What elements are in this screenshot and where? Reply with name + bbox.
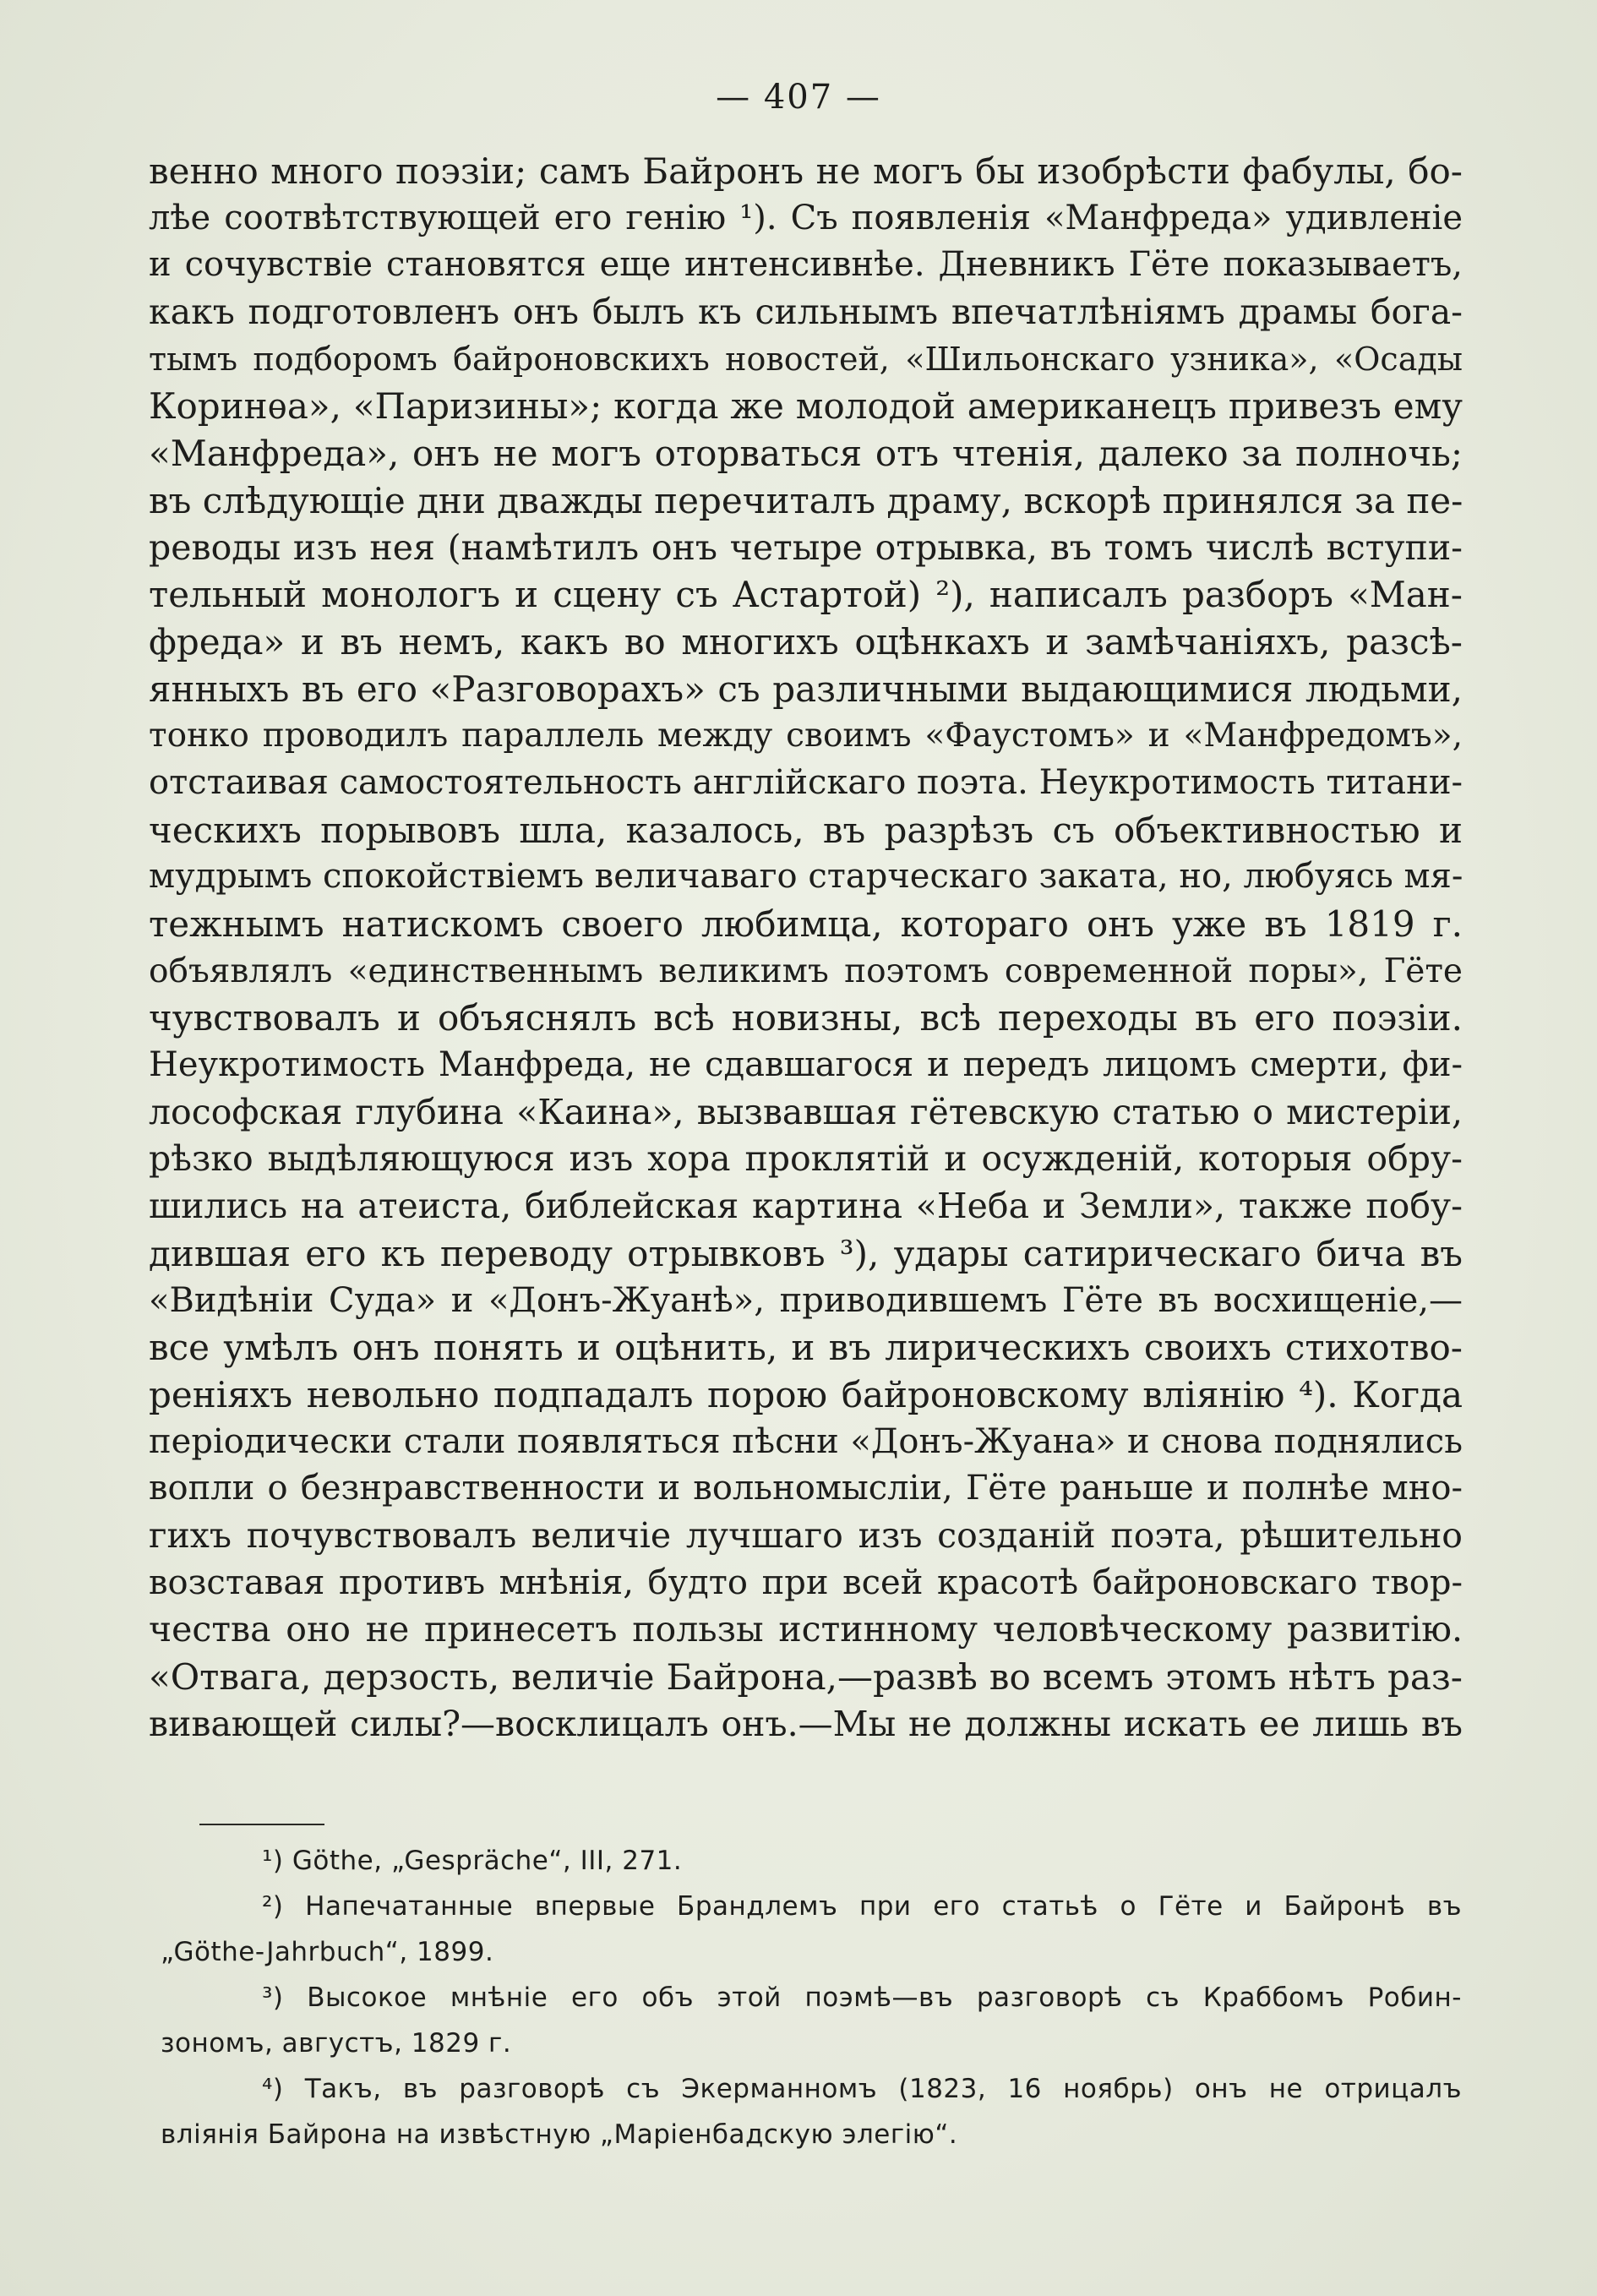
text-line: вопли о безнравственности и вольномысліи, Гёте раньше и полнѣе мно- [149, 1469, 1463, 1508]
text-line: возставая противъ мнѣнія, будто при всей красотѣ байроновскаго твор- [149, 1562, 1463, 1602]
text-line: тежнымъ натискомъ своего любимца, котораго онъ уже въ 1819 г. [149, 903, 1463, 945]
text-line: все умѣлъ онъ понять и оцѣнить, и въ лирическихъ своихъ стихотво- [149, 1327, 1463, 1369]
text-line: въ слѣдующіе дни дважды перечиталъ драму, вскорѣ принялся за пе- [149, 479, 1463, 521]
footnote-line: вліянія Байрона на извѣстную „Маріенбадскую элегію“. [161, 2119, 958, 2150]
text-line: дившая его къ переводу отрывковъ ³), удары сатирическаго бича въ [149, 1232, 1463, 1274]
text-line: тонко проводилъ параллель между своимъ «Фаустомъ» и «Манфредомъ», [149, 717, 1463, 755]
text-line: лософская глубина «Каина», вызвавшая гётевскую статью о мистеріи, [149, 1091, 1463, 1132]
text-line: отстаивая самостоятельность англійскаго поэта. Неукротимость титани- [149, 762, 1463, 802]
text-line: Неукротимость Манфреда, не сдавшагося и передъ лицомъ смерти, фи- [149, 1045, 1463, 1085]
text-line: рѣзко выдѣляющуюся изъ хора проклятій и осужденій, которыя обру- [149, 1138, 1463, 1180]
footnote-line: зономъ, августъ, 1829 г. [161, 2028, 512, 2059]
text-line: чувствовалъ и объяснялъ всѣ новизны, всѣ переходы въ его поэзіи. [149, 997, 1463, 1039]
footnote-line: ¹) Göthe, „Gespräche“, III, 271. [262, 1846, 683, 1876]
text-line: венно много поэзіи; самъ Байронъ не могъ бы изобрѣсти фабулы, бо- [149, 150, 1463, 192]
text-line: тельный монологъ и сцену съ Астартой) ²), написалъ разборъ «Ман- [149, 574, 1463, 616]
text-line: «Манфреда», онъ не могъ оторваться отъ чтенія, далеко за полночь; [149, 433, 1463, 475]
text-line: янныхъ въ его «Разговорахъ» съ различными выдающимися людьми, [149, 668, 1463, 710]
text-line: мудрымъ спокойствіемъ величаваго старческаго заката, но, любуясь мя- [149, 857, 1463, 897]
text-line: ческихъ порывовъ шла, казалось, въ разрѣзъ съ объективностью и [149, 809, 1463, 851]
text-line: «Отвага, дерзость, величіе Байрона,—развѣ во всемъ этомъ нѣтъ раз- [149, 1656, 1463, 1698]
footnote-line: ³) Высокое мнѣніе его объ этой поэмѣ—въ разговорѣ съ Краббомъ Робин- [262, 1982, 1462, 2013]
text-line: фреда» и въ немъ, какъ во многихъ оцѣнкахъ и замѣчаніяхъ, разсѣ- [149, 620, 1463, 663]
footnote-line: ⁴) Такъ, въ разговорѣ съ Экерманномъ (1823, 16 ноябрь) онъ не отрицалъ [262, 2074, 1462, 2104]
text-line: періодически стали появляться пѣсни «Донъ-Жуана» и снова поднялись [149, 1421, 1463, 1461]
text-line: шились на атеиста, библейская картина «Неба и Земли», также побу- [149, 1186, 1463, 1227]
text-line: тымъ подборомъ байроновскихъ новостей, «Шильонскаго узника», «Осады [149, 340, 1463, 378]
footnotes-block [161, 1838, 1462, 2157]
text-line: лѣе соотвѣтствующей его генію ¹). Съ появленія «Манфреда» удивленіе [149, 198, 1463, 237]
text-line: объявлялъ «единственнымъ великимъ поэтомъ современной поры», Гёте [149, 952, 1463, 990]
footnote-separator [199, 1824, 324, 1825]
footnote-line: „Göthe-Jahrbuch“, 1899. [161, 1937, 494, 1967]
text-line: «Видѣніи Суда» и «Донъ-Жуанѣ», приводившемъ Гёте въ восхищеніе,— [149, 1280, 1463, 1320]
text-line: и сочувствіе становятся еще интенсивнѣе. Дневникъ Гёте показываетъ, [149, 245, 1463, 285]
page-number: — 407 — [716, 78, 881, 117]
text-line: вивающей силы?—восклицалъ онъ.—Мы не должны искать ее лишь въ [149, 1703, 1463, 1744]
footnote-line: ²) Напечатанные впервые Брандлемъ при его статьѣ о Гёте и Байронѣ въ [262, 1891, 1462, 1922]
text-line: чества оно не принесетъ пользы истинному человѣческому развитію. [149, 1609, 1463, 1650]
main-text-block [149, 148, 1463, 1748]
text-line: реводы изъ нея (намѣтилъ онъ четыре отрывка, въ томъ числѣ вступи- [149, 526, 1463, 568]
text-line: Коринѳа», «Паризины»; когда же молодой американецъ привезъ ему [149, 385, 1463, 428]
text-line: какъ подготовленъ онъ былъ къ сильнымъ впечатлѣніямъ драмы бога- [149, 292, 1463, 333]
text-line: гихъ почувствовалъ величіе лучшаго изъ созданій поэта, рѣшительно [149, 1514, 1463, 1556]
text-line: реніяхъ невольно подпадалъ порою байроновскому вліянію ⁴). Когда [149, 1373, 1463, 1415]
